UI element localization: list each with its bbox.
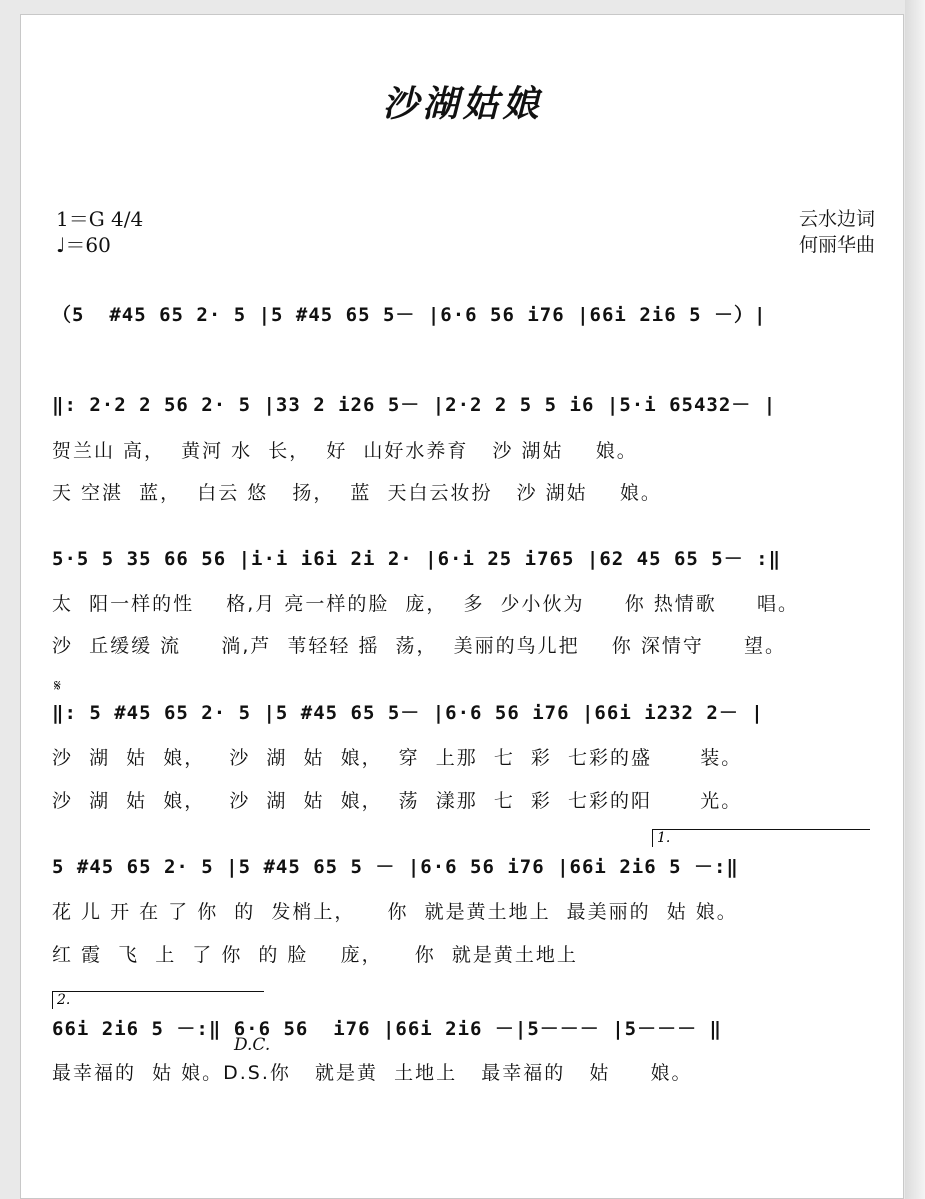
key-tempo [56,206,143,258]
song-title: 沙湖姑娘 [382,83,543,125]
segno-sign: 𝄋 [54,676,61,695]
notation-line-3: 5·5 5 35 66 56 |i·i i6i 2i 2· |6·i 25 i765 |62 45 65 5－ :‖ [52,548,782,570]
lyric-line-4a: 沙 湖 姑 娘， 沙 湖 姑 娘， 穿 上那 七 彩 七彩的盛 装。 [52,747,743,769]
lyricist: 云水边词 [798,208,875,230]
viewer-edge [905,0,925,1199]
volta-1: 1. [652,829,870,847]
lyric-line-4b: 沙 湖 姑 娘， 沙 湖 姑 娘， 荡 漾那 七 彩 七彩的阳 光。 [52,790,743,812]
notation-line-4: ‖: 5 #45 65 2· 5 |5 #45 65 5－ |6·6 56 i76 |66i i232 2－ | [52,702,764,724]
lyric-line-3b: 沙 丘缓缓 流 淌,芦 苇轻轻 摇 荡， 美丽的鸟儿把 你 深情守 望。 [52,635,787,657]
notation-line-5: 5 #45 65 2· 5 |5 #45 65 5 － |6·6 56 i76 |66i 2i6 5 －:‖ [52,856,739,878]
lyric-line-2b: 天 空湛 蓝， 白云 悠 扬， 蓝 天白云妆扮 沙 湖姑 娘。 [52,482,662,504]
dc-mark: D.C. [234,1035,271,1055]
credits [799,206,875,258]
notation-line-2: ‖: 2·2 2 56 2· 5 |33 2 i26 5－ |2·2 2 5 5 i6 |5·i 65432－ | [52,394,777,416]
composer: 何丽华曲 [798,234,875,256]
volta-2: 2. [52,991,264,1009]
lyric-line-5b: 红 霞 飞 上 了 你 的 脸 庞， 你 就是黄土地上 [52,944,578,966]
lyric-line-6a: 最幸福的 姑 娘。D.S.你 就是黄 土地上 最幸福的 姑 娘。 [52,1062,693,1084]
lyric-line-5a: 花 儿 开 在 了 你 的 发梢上， 你 就是黄土地上 最美丽的 姑 娘。 [52,901,738,923]
key-signature: 1＝G 4/4 [56,207,144,231]
notation-line-6: 66i 2i6 5 －:‖ 6·6 56 i76 |66i 2i6 －|5－－－ |5－－－ ‖ [52,1018,722,1040]
lyric-line-2a: 贺兰山 高， 黄河 水 长， 好 山好水养育 沙 湖姑 娘。 [52,440,638,462]
tempo-mark: ♩＝60 [56,233,111,257]
lyric-line-3a: 太 阳一样的性 格,月 亮一样的脸 庞， 多 少小伙为 你 热情歌 唱。 [52,593,799,615]
notation-line-1: （5 #45 65 2· 5 |5 #45 65 5－ |6·6 56 i76 |66i 2i6 5 －）| [52,304,767,326]
